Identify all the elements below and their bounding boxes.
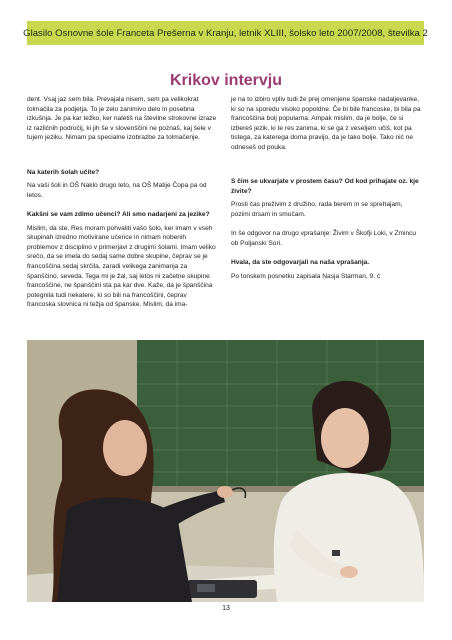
article-title: Krikov intervju <box>169 72 283 89</box>
paragraph: In še odgovor na drugo vprašanje: Živim v Škofji Loki, v Zmincu ob Poljanski Sori. <box>231 230 417 247</box>
paragraph: Prosti čas preživim z družino, rada berem in se sprehajam, pozimi drsam in smučam. <box>231 201 403 218</box>
paragraph: Mislim, da ste. Res moram pohvaliti vašo šolo, ker imam v vseh skupinah izredno motivirane učence in nimam nobenih problemov z disciplino v primerjavi z drugimi šolami. Imam veliko srečo, da se imela do sedaj same dobre skupine, čeprav se je francoščina sedaj skrčila, zaradi velikega zanimanja za španščino, seveda. Tega mi je žal, saj letos ni začetne skupine francoščine, ne španščini sta pa kar dve. Kaže, da je španščina potegnila tudi nekatere, ki so bili na francoščini, čeprav francoska slovnica ni težja od španske. Mislim, da ima- <box>27 224 216 309</box>
question: Hvala, da ste odgovarjali na naša vprašanja. <box>231 258 370 266</box>
paragraph: dent. Vsaj jaz sem bila. Prevajala nisem, sem pa velikokrat tolmačila za podjetja. To je zelo zanimivo delo in posebna izkušnja. Je pa kar težko, ker naletiš na številne strokovne izraze iz različnih področij, ki jih še v slovenščini ne poznaš, kaj šele v tujem jeziku. Nimam pa specialne izobrazbe za tolmačenje. <box>27 96 217 142</box>
question: Kakšni se vam zdimo učenci? Ali smo nadarjeni za jezike? <box>27 210 210 218</box>
paragraph: Po tonskem posnetku zapisala Nasja Starman, 9. č <box>231 272 381 280</box>
question: Na katerih šolah učite? <box>27 168 100 176</box>
left-column <box>27 95 217 319</box>
paragraph: Na vaši šoli in OŠ Naklo drugo leto, na OŠ Matije Čopa pa od letos. <box>27 182 207 199</box>
right-column <box>231 95 421 291</box>
paragraph: je na to izbiro vpliv tudi že prej omenjene španske nadaljevanke, ki so na sporedu visoko popoldne. Če bi bile francoske, bi bila pa francoščina bolj popularna. Ampak mislim, da je bolje, če si izbereš jezik, ki te res zanima, ki se ga z veseljem učiš, kot pa tistega, za katerega doma pravijo, da je tako bolje. Tako nič ne odneseš od pouka. <box>231 96 421 151</box>
page-number: 13 <box>222 605 230 612</box>
question: S čim se ukvarjate v prostem času? Od kod prihajate oz. kje živite? <box>231 178 419 195</box>
header-bar <box>23 21 428 45</box>
interview-photo-illustration <box>27 340 424 602</box>
interview-photo <box>27 340 424 602</box>
publication-header: Glasilo Osnovne šole Franceta Prešerna v Kranju, letnik XLIII, šolsko leto 2007/2008, številka 2 <box>23 27 428 39</box>
